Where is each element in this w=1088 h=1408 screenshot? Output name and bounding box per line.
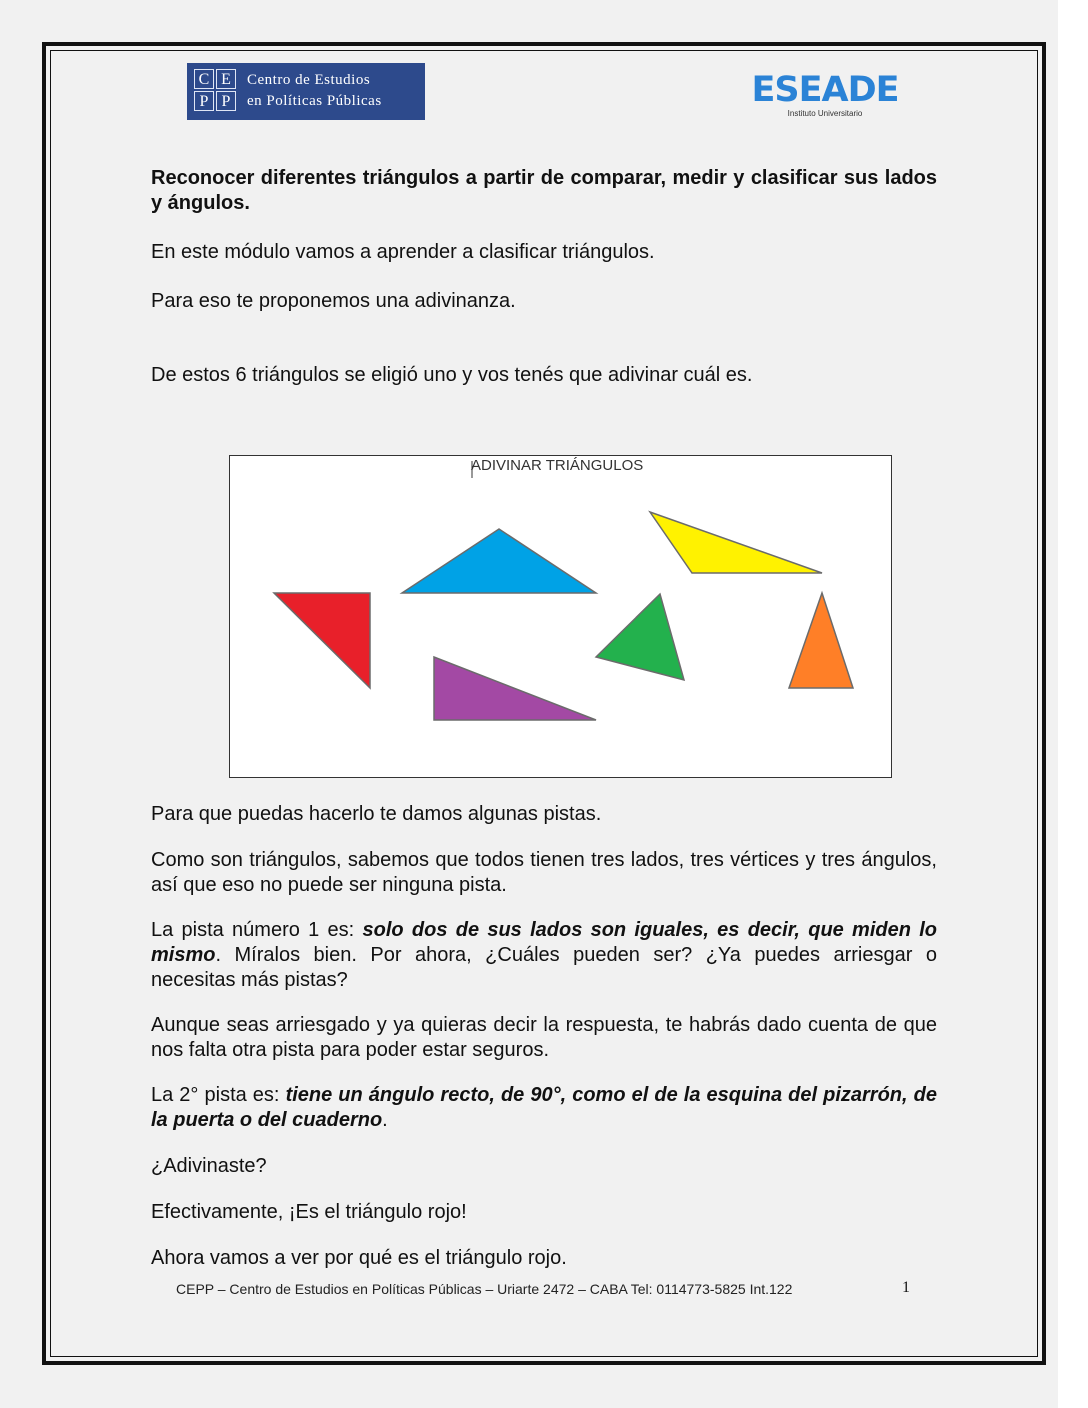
cepp-name <box>247 70 382 112</box>
cepp-letter: P <box>194 91 214 111</box>
cepp-name-line1: Centro de Estudios <box>247 72 371 88</box>
blue-triangle <box>402 529 596 593</box>
paragraph-clues-intro: Para que puedas hacerlo te damos algunas pistas. <box>151 803 602 825</box>
yellow-triangle <box>650 512 822 573</box>
clue-2-prefix: La 2° pista es: <box>151 1084 286 1106</box>
clue-2-suffix: . <box>382 1109 388 1131</box>
clue-1-prefix: La pista número 1 es: <box>151 919 363 941</box>
paragraph-next: Ahora vamos a ver por qué es el triángulo rojo. <box>151 1247 567 1269</box>
paragraph-six-triangles: De estos 6 triángulos se eligió uno y vos tenés que adivinar cuál es. <box>151 364 753 386</box>
page-title: Reconocer diferentes triángulos a partir de comparar, medir y clasificar sus lados y ángulos. <box>151 167 937 214</box>
paragraph-clue-1 <box>151 918 937 993</box>
eseade-wordmark: ESEADE <box>751 70 899 110</box>
clue-2-emphasis: tiene un ángulo recto, de 90°, como el de la esquina del pizarrón, de la puerta o del cuaderno <box>151 1084 937 1131</box>
orange-triangle <box>789 593 853 688</box>
paragraph-intro: En este módulo vamos a aprender a clasificar triángulos. <box>151 241 655 263</box>
red-triangle <box>274 593 370 688</box>
paragraph-clue-2 <box>151 1083 937 1133</box>
paragraph-answer: Efectivamente, ¡Es el triángulo rojo! <box>151 1201 467 1223</box>
cepp-name-line2: en Políticas Públicas <box>247 93 382 109</box>
paragraph-question: ¿Adivinaste? <box>151 1155 267 1177</box>
eseade-subtitle: Instituto Universitario <box>787 109 863 118</box>
paragraph-triangle-facts: Como son triángulos, sabemos que todos tienen tres lados, tres vértices y tres ángulos, así que eso no puede ser ninguna pista. <box>151 849 937 896</box>
paragraph-riddle: Para eso te proponemos una adivinanza. <box>151 290 516 312</box>
purple-triangle <box>434 657 596 720</box>
clue-1-suffix: . Míralos bien. Por ahora, ¿Cuáles pueden ser? ¿Ya puedes arriesgar o necesitas más pistas? <box>151 944 937 991</box>
paragraph-need-more: Aunque seas arriesgado y ya quieras decir la respuesta, te habrás dado cuenta de que nos falta otra pista para poder estar seguros. <box>151 1014 937 1061</box>
eseade-logo <box>745 70 905 118</box>
triangles-canvas <box>230 456 893 779</box>
green-triangle <box>596 594 684 680</box>
clue-1-emphasis: solo dos de sus lados son iguales, es decir, que miden lo mismo <box>151 919 938 966</box>
figure-title: ADIVINAR TRIÁNGULOS <box>471 457 644 474</box>
cepp-letter: P <box>216 91 236 111</box>
page-number: 1 <box>902 1279 910 1296</box>
cepp-logo-mark <box>194 69 238 113</box>
triangles-figure <box>229 455 892 778</box>
cepp-logo <box>187 63 425 120</box>
cepp-letter: E <box>216 69 236 89</box>
cepp-letter: C <box>194 69 214 89</box>
page-margin <box>1058 0 1088 1408</box>
footer-text: CEPP – Centro de Estudios en Políticas Públicas – Uriarte 2472 – CABA Tel: 0114773-5825 Int.122 <box>176 1281 793 1297</box>
